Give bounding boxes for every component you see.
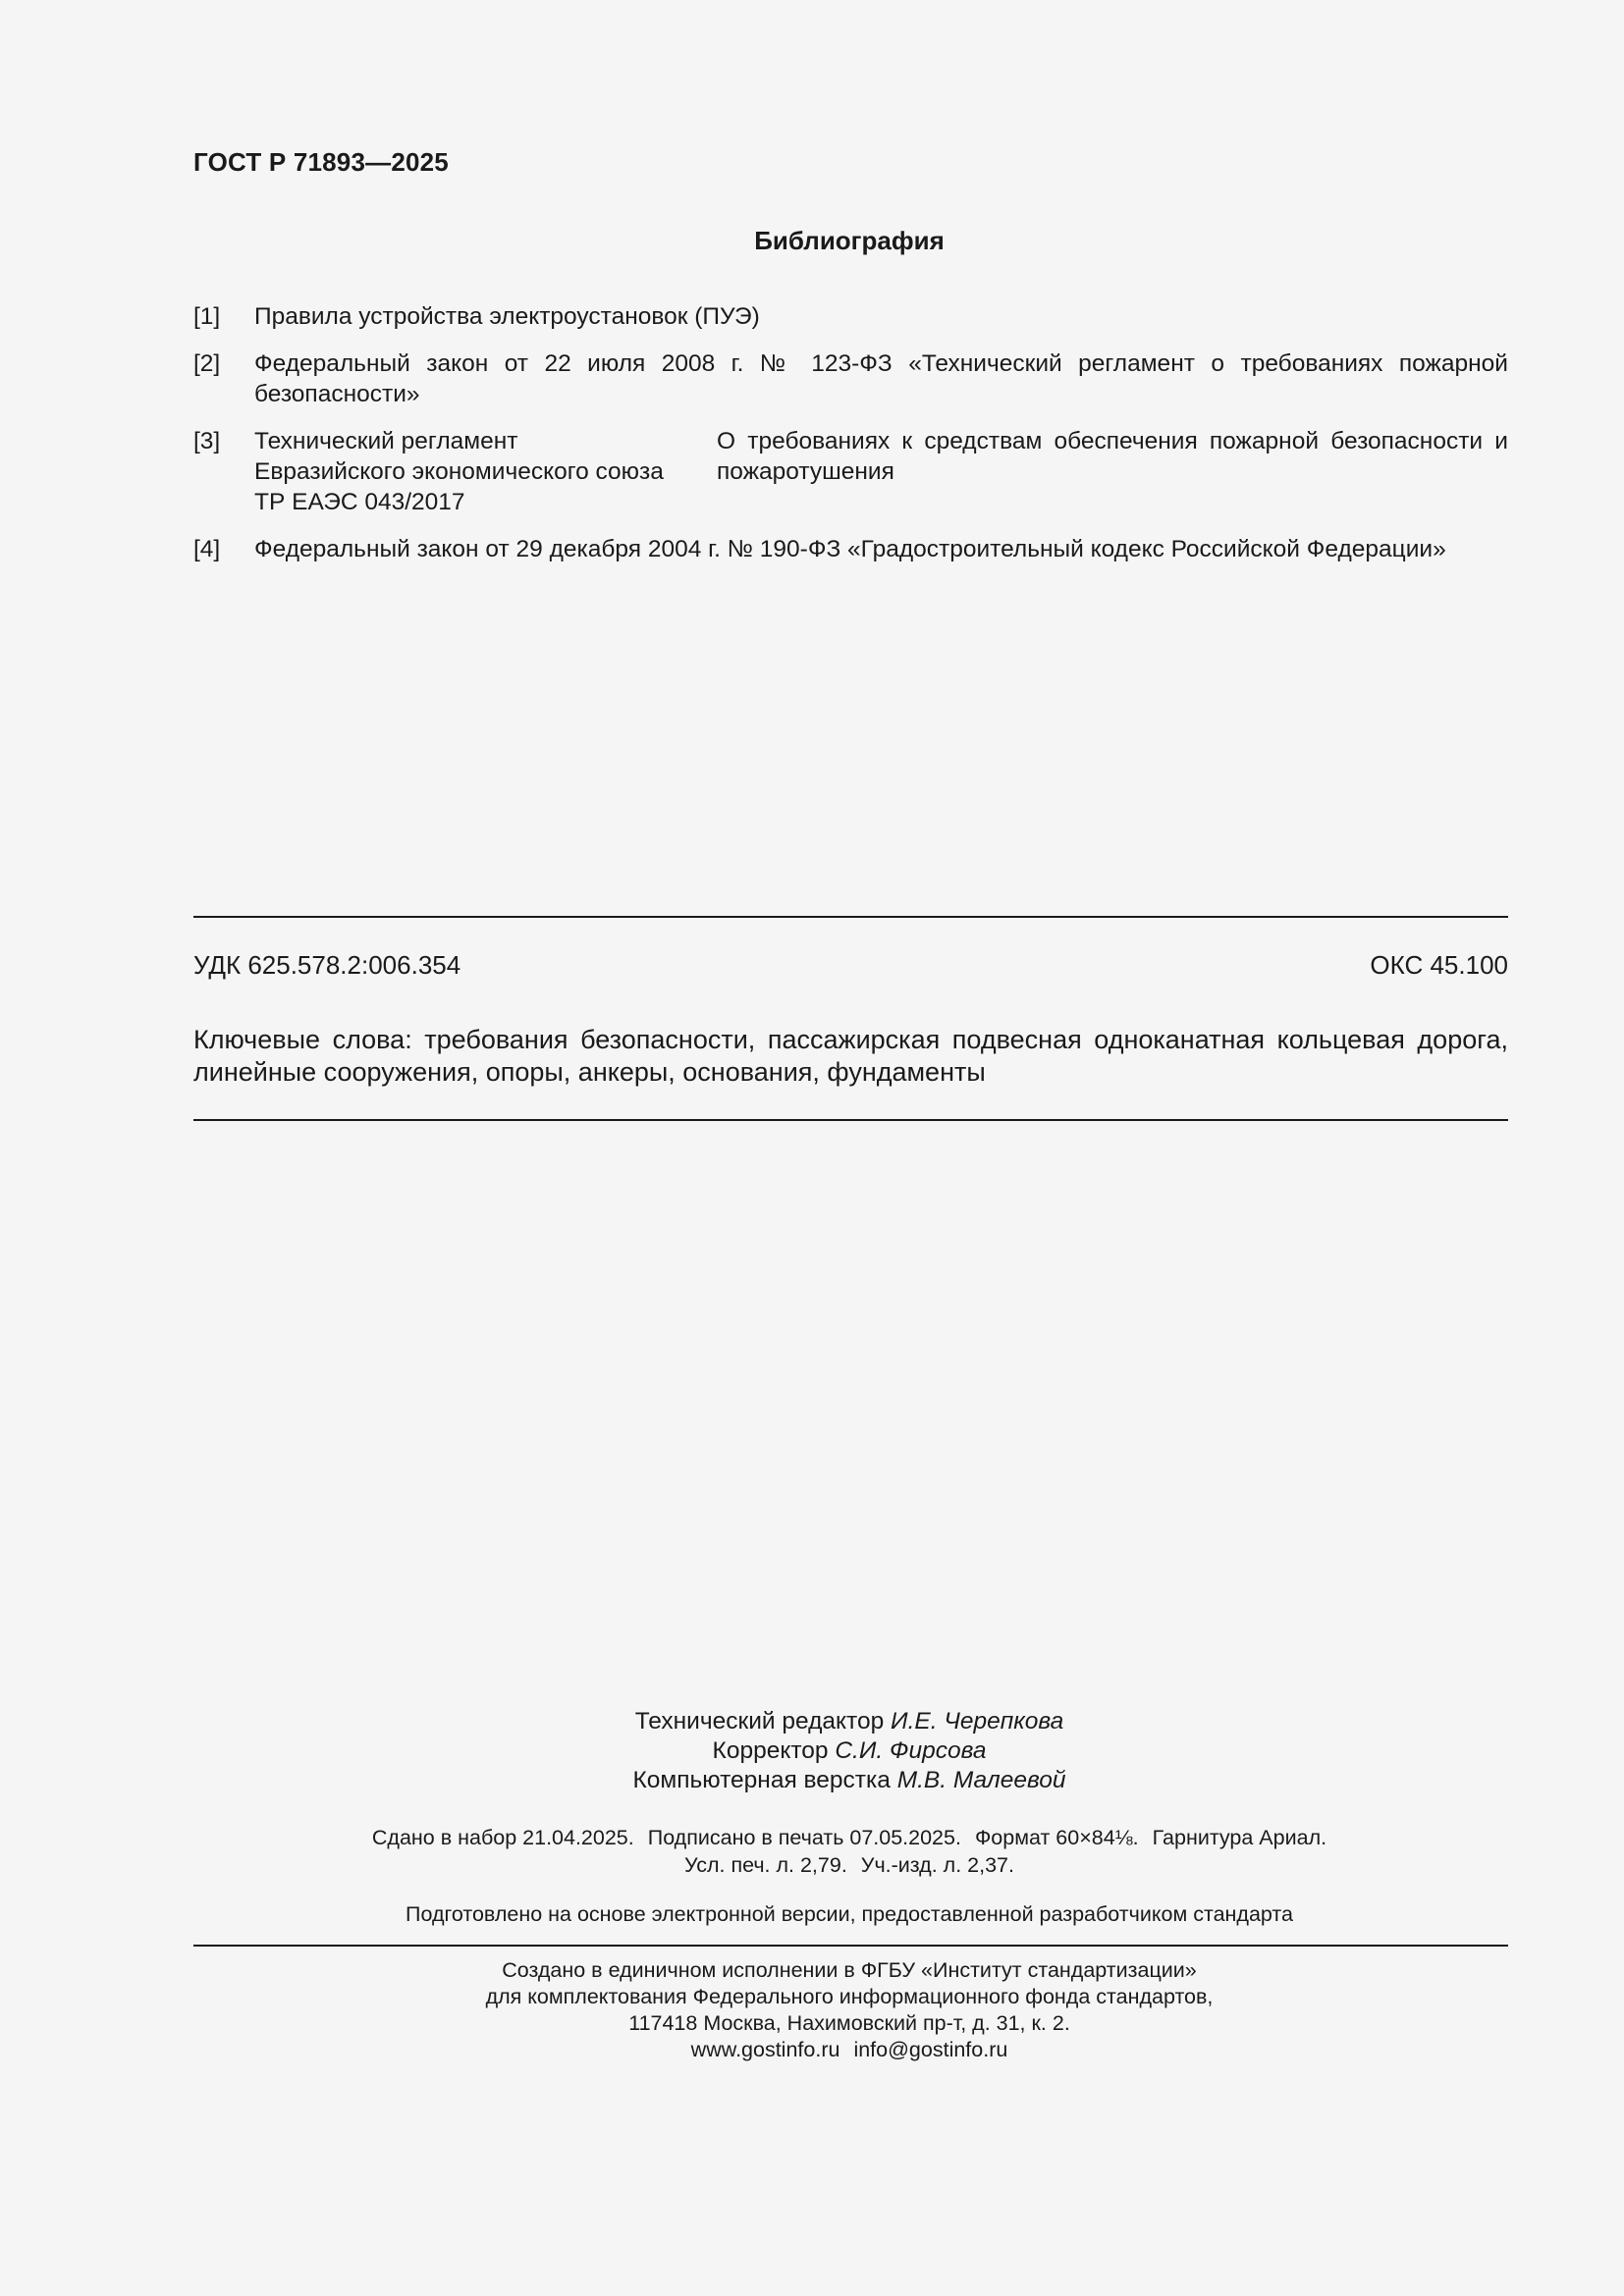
bibliography-item-text: Правила устройства электроустановок (ПУЭ) — [254, 303, 760, 330]
bibliography-list — [193, 301, 1508, 581]
print-format: Формат 60×84⅛. — [974, 1826, 1139, 1849]
divider-middle — [193, 1119, 1508, 1121]
credit-name: С.И. Фирсова — [835, 1737, 987, 1764]
bibliography-item-text: Федеральный закон от 29 декабря 2004 г. № 190-ФЗ «Градостроительный кодекс Российской Федерации» — [254, 536, 1446, 562]
bibliography-item-number: [2] — [193, 350, 221, 377]
credit-role: Корректор — [712, 1737, 829, 1764]
edition-sheets: Уч.-изд. л. 2,37. — [860, 1853, 1014, 1877]
typeface: Гарнитура Ариал. — [1152, 1826, 1327, 1849]
oks-code: ОКС 45.100 — [1370, 950, 1508, 980]
bibliography-item — [193, 301, 1508, 332]
credit-line — [0, 1736, 1624, 1766]
keywords: Ключевые слова: требования безопасности, пассажирская подвесная одноканатная кольцевая дорога, линейные сооружения, опоры, анкеры, основания, фундаменты — [193, 1025, 1508, 1087]
email-link[interactable]: info@gostinfo.ru — [853, 2038, 1008, 2061]
website-link[interactable]: www.gostinfo.ru — [690, 2038, 840, 2061]
print-sheets: Усл. печ. л. 2,79. — [683, 1853, 847, 1877]
credit-role: Технический редактор — [634, 1708, 885, 1735]
credit-line — [0, 1707, 1624, 1736]
bibliography-item-document — [254, 426, 717, 517]
bibliography-item-text: Федеральный закон от 22 июля 2008 г. № 123-ФЗ «Технический регламент о требованиях пожарной безопасности» — [254, 350, 1508, 407]
bibliography-item-number: [1] — [193, 303, 221, 330]
credit-role: Компьютерная верстка — [632, 1767, 891, 1793]
bibliography-item-number: [4] — [193, 536, 221, 562]
publication-info-line — [0, 1851, 1624, 1879]
created-line: Создано в единичном исполнении в ФГБУ «Институт стандартизации» — [502, 1958, 1197, 1982]
credit-line — [0, 1766, 1624, 1795]
bibliography-item — [193, 348, 1508, 409]
bibliography-item-split — [254, 426, 1508, 517]
bibliography-title: Библиография — [754, 226, 945, 255]
bibliography-item-document-line: Евразийского экономического союза — [254, 458, 664, 485]
udk-code: УДК 625.578.2:006.354 — [193, 950, 461, 980]
standard-code: ГОСТ Р 71893—2025 — [193, 147, 449, 177]
publication-info-line — [0, 1824, 1624, 1851]
signed-to-print: Подписано в печать 07.05.2025. — [647, 1826, 961, 1849]
sent-to-set: Сдано в набор 21.04.2025. — [371, 1826, 634, 1849]
credit-name: И.Е. Черепкова — [891, 1708, 1064, 1735]
created-line: для комплектования Федерального информационного фонда стандартов, — [485, 1985, 1214, 2008]
bibliography-item-number: [3] — [193, 428, 221, 454]
bibliography-item-title: О требованиях к средствам обеспечения пожарной безопасности и пожаротушения — [717, 428, 1508, 485]
prepared-note: Подготовлено на основе электронной версии, предоставленной разработчиком стандарта — [406, 1902, 1293, 1926]
credits-block — [0, 1707, 1624, 1795]
bibliography-item — [193, 534, 1508, 564]
credit-name: М.В. Малеевой — [896, 1767, 1066, 1793]
bibliography-item-document-line: Технический регламент — [254, 428, 518, 454]
created-block — [0, 1957, 1624, 2063]
divider-top — [193, 916, 1508, 918]
contact-line — [0, 2037, 1624, 2063]
created-line: 117418 Москва, Нахимовский пр-т, д. 31, к. 2. — [628, 2011, 1070, 2035]
bibliography-item-document-line: ТР ЕАЭС 043/2017 — [254, 489, 465, 515]
publication-info — [0, 1824, 1624, 1879]
divider-bottom — [193, 1945, 1508, 1947]
bibliography-item — [193, 426, 1508, 517]
